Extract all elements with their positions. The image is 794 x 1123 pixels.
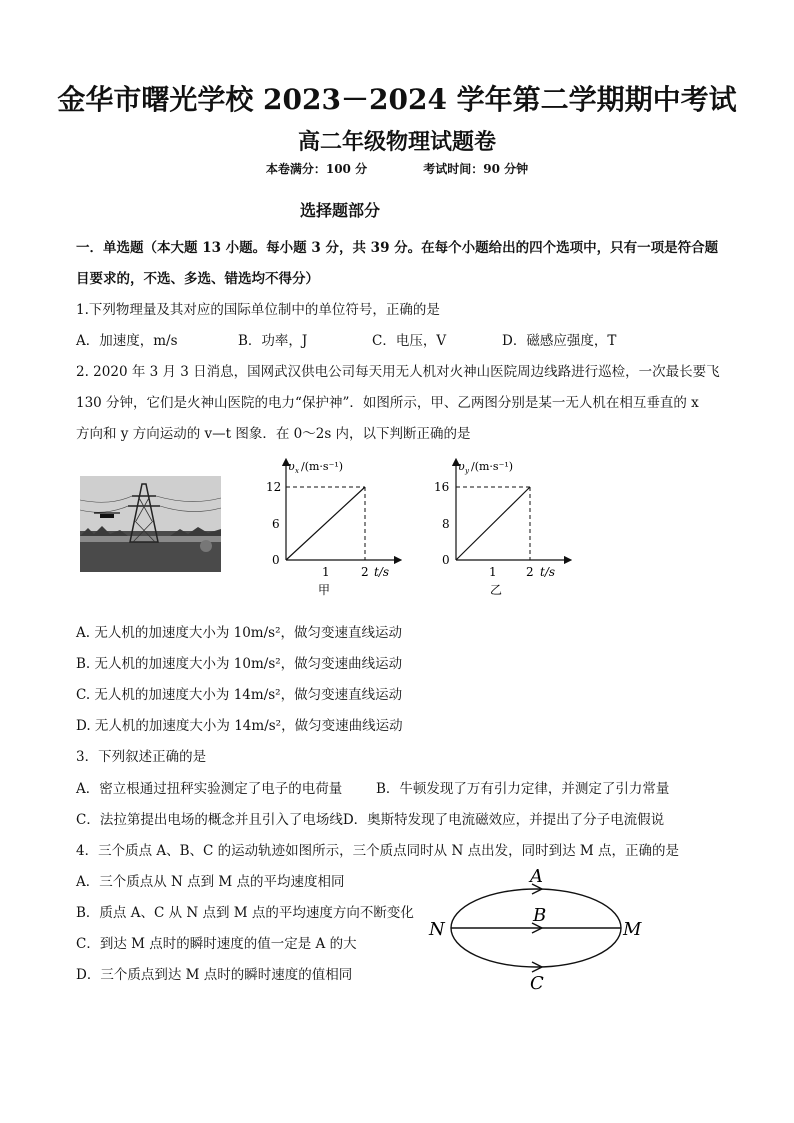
section-instructions-line-2: 目要求的，不选、多选、错选均不得分） bbox=[76, 271, 319, 287]
q2-option-b: B. 无人机的加速度大小为 10m/s²，做匀变速曲线运动 bbox=[76, 656, 403, 672]
q1-stem: 1.下列物理量及其对应的国际单位制中的单位符号，正确的是 bbox=[76, 302, 440, 318]
graph-yi-ysub: y bbox=[465, 467, 469, 475]
q1-option-c: C．电压，V bbox=[372, 333, 447, 349]
exam-subtitle: 高二年级物理试题卷 bbox=[297, 129, 496, 155]
graph-jia-ylabel: /(m·s⁻¹) bbox=[301, 460, 344, 473]
q4-stem: 4．三个质点 A、B、C 的运动轨迹如图所示，三个质点同时从 N 点出发，同时到达 M 点，正确的是 bbox=[76, 843, 679, 859]
graph-jia-ytick-6: 6 bbox=[272, 517, 280, 531]
graph-yi-ytick-8: 8 bbox=[442, 517, 450, 531]
graph-jia bbox=[258, 452, 408, 604]
q3-option-b: B．牛顿发现了万有引力定律，并测定了引力常量 bbox=[376, 781, 670, 797]
exam-title: 金华市曙光学校 2023－2024 学年第二学期期中考试 bbox=[57, 83, 737, 116]
section-instructions-line-1: 一．单选题（本大题 13 小题。每小题 3 分，共 39 分。在每个小题给出的四个选项中，只有一项是符合题 bbox=[76, 240, 719, 256]
graph-yi-ytick-0: 0 bbox=[442, 553, 450, 567]
q3-row-2 bbox=[76, 808, 664, 828]
drone-photo-illustration bbox=[80, 476, 221, 572]
section-title: 选择题部分 bbox=[300, 201, 381, 220]
exam-meta bbox=[0, 160, 794, 177]
label-n: N bbox=[429, 919, 445, 940]
full-score: 本卷满分：100 分 bbox=[265, 162, 368, 176]
graph-jia-ysub: x bbox=[295, 467, 299, 475]
q4-option-c: C．到达 M 点时的瞬时速度的值一定是 A 的大 bbox=[76, 936, 357, 952]
exam-time: 考试时间：90 分钟 bbox=[423, 162, 529, 176]
q3-option-d: D．奥斯特发现了电流磁效应，并提出了分子电流假说 bbox=[342, 812, 665, 828]
q2-option-a: A. 无人机的加速度大小为 10m/s²，做匀变速直线运动 bbox=[76, 625, 402, 641]
graph-yi-xlabel: t/s bbox=[540, 565, 556, 579]
graph-yi-ytick-16: 16 bbox=[434, 480, 450, 494]
graph-jia-ytick-12: 12 bbox=[266, 480, 282, 494]
trajectory-svg bbox=[424, 862, 654, 992]
q1-options bbox=[76, 329, 726, 349]
graph-jia-xtick-2: 2 bbox=[361, 565, 369, 579]
q3-option-a: A．密立根通过扭秤实验测定了电子的电荷量 bbox=[76, 781, 343, 797]
q4-option-d: D．三个质点到达 M 点时的瞬时速度的值相同 bbox=[76, 967, 353, 983]
q3-stem: 3．下列叙述正确的是 bbox=[76, 749, 207, 765]
label-b: B bbox=[533, 905, 547, 926]
graph-jia-xtick-1: 1 bbox=[322, 565, 330, 579]
graph-yi-caption: 乙 bbox=[490, 583, 503, 597]
q1-option-b: B．功率，J bbox=[238, 333, 308, 349]
q3-row-1 bbox=[76, 777, 726, 797]
graph-yi-xtick-2: 2 bbox=[526, 565, 534, 579]
q4-option-b: B．质点 A、C 从 N 点到 M 点的平均速度方向不断变化 bbox=[76, 905, 414, 921]
graph-yi-line bbox=[456, 487, 530, 560]
graph-yi-ylabel: /(m·s⁻¹) bbox=[471, 460, 514, 473]
drone-photo bbox=[80, 476, 221, 572]
graph-yi-xtick-1: 1 bbox=[489, 565, 497, 579]
q1-option-d: D．磁感应强度，T bbox=[502, 333, 617, 349]
q2-stem-line-2: 130 分钟，它们是火神山医院的电力“保护神”．如图所示，甲、乙两图分别是某一无人机在相互垂直的 x bbox=[76, 395, 699, 411]
q3-option-c: C．法拉第提出电场的概念并且引入了电场线 bbox=[76, 812, 343, 828]
graph-jia-xlabel: t/s bbox=[374, 565, 390, 579]
graph-jia-caption: 甲 bbox=[318, 583, 331, 597]
graph-yi-svg bbox=[428, 452, 578, 604]
q2-stem-line-3: 方向和 y 方向运动的 v—t 图象．在 0～2s 内，以下判断正确的是 bbox=[76, 426, 471, 442]
q4-option-a: A．三个质点从 N 点到 M 点的平均速度相同 bbox=[76, 874, 345, 890]
graph-jia-line bbox=[286, 487, 365, 560]
q2-option-d: D. 无人机的加速度大小为 14m/s²，做匀变速曲线运动 bbox=[76, 718, 403, 734]
label-a: A bbox=[530, 866, 543, 887]
q2-option-c: C. 无人机的加速度大小为 14m/s²，做匀变速直线运动 bbox=[76, 687, 403, 703]
q2-stem-line-1: 2. 2020 年 3 月 3 日消息，国网武汉供电公司每天用无人机对火神山医院周边线路进行巡检，一次最长要飞 bbox=[76, 364, 720, 380]
graph-yi bbox=[428, 452, 578, 604]
label-m: M bbox=[623, 919, 642, 940]
trajectory-figure bbox=[424, 862, 654, 992]
graph-jia-ysym: υ bbox=[288, 460, 295, 473]
label-c: C bbox=[530, 973, 544, 992]
graph-jia-ytick-0: 0 bbox=[272, 553, 280, 567]
q1-option-a: A．加速度，m/s bbox=[76, 333, 178, 349]
graph-jia-svg bbox=[258, 452, 408, 604]
graph-yi-ysym: υ bbox=[458, 460, 465, 473]
